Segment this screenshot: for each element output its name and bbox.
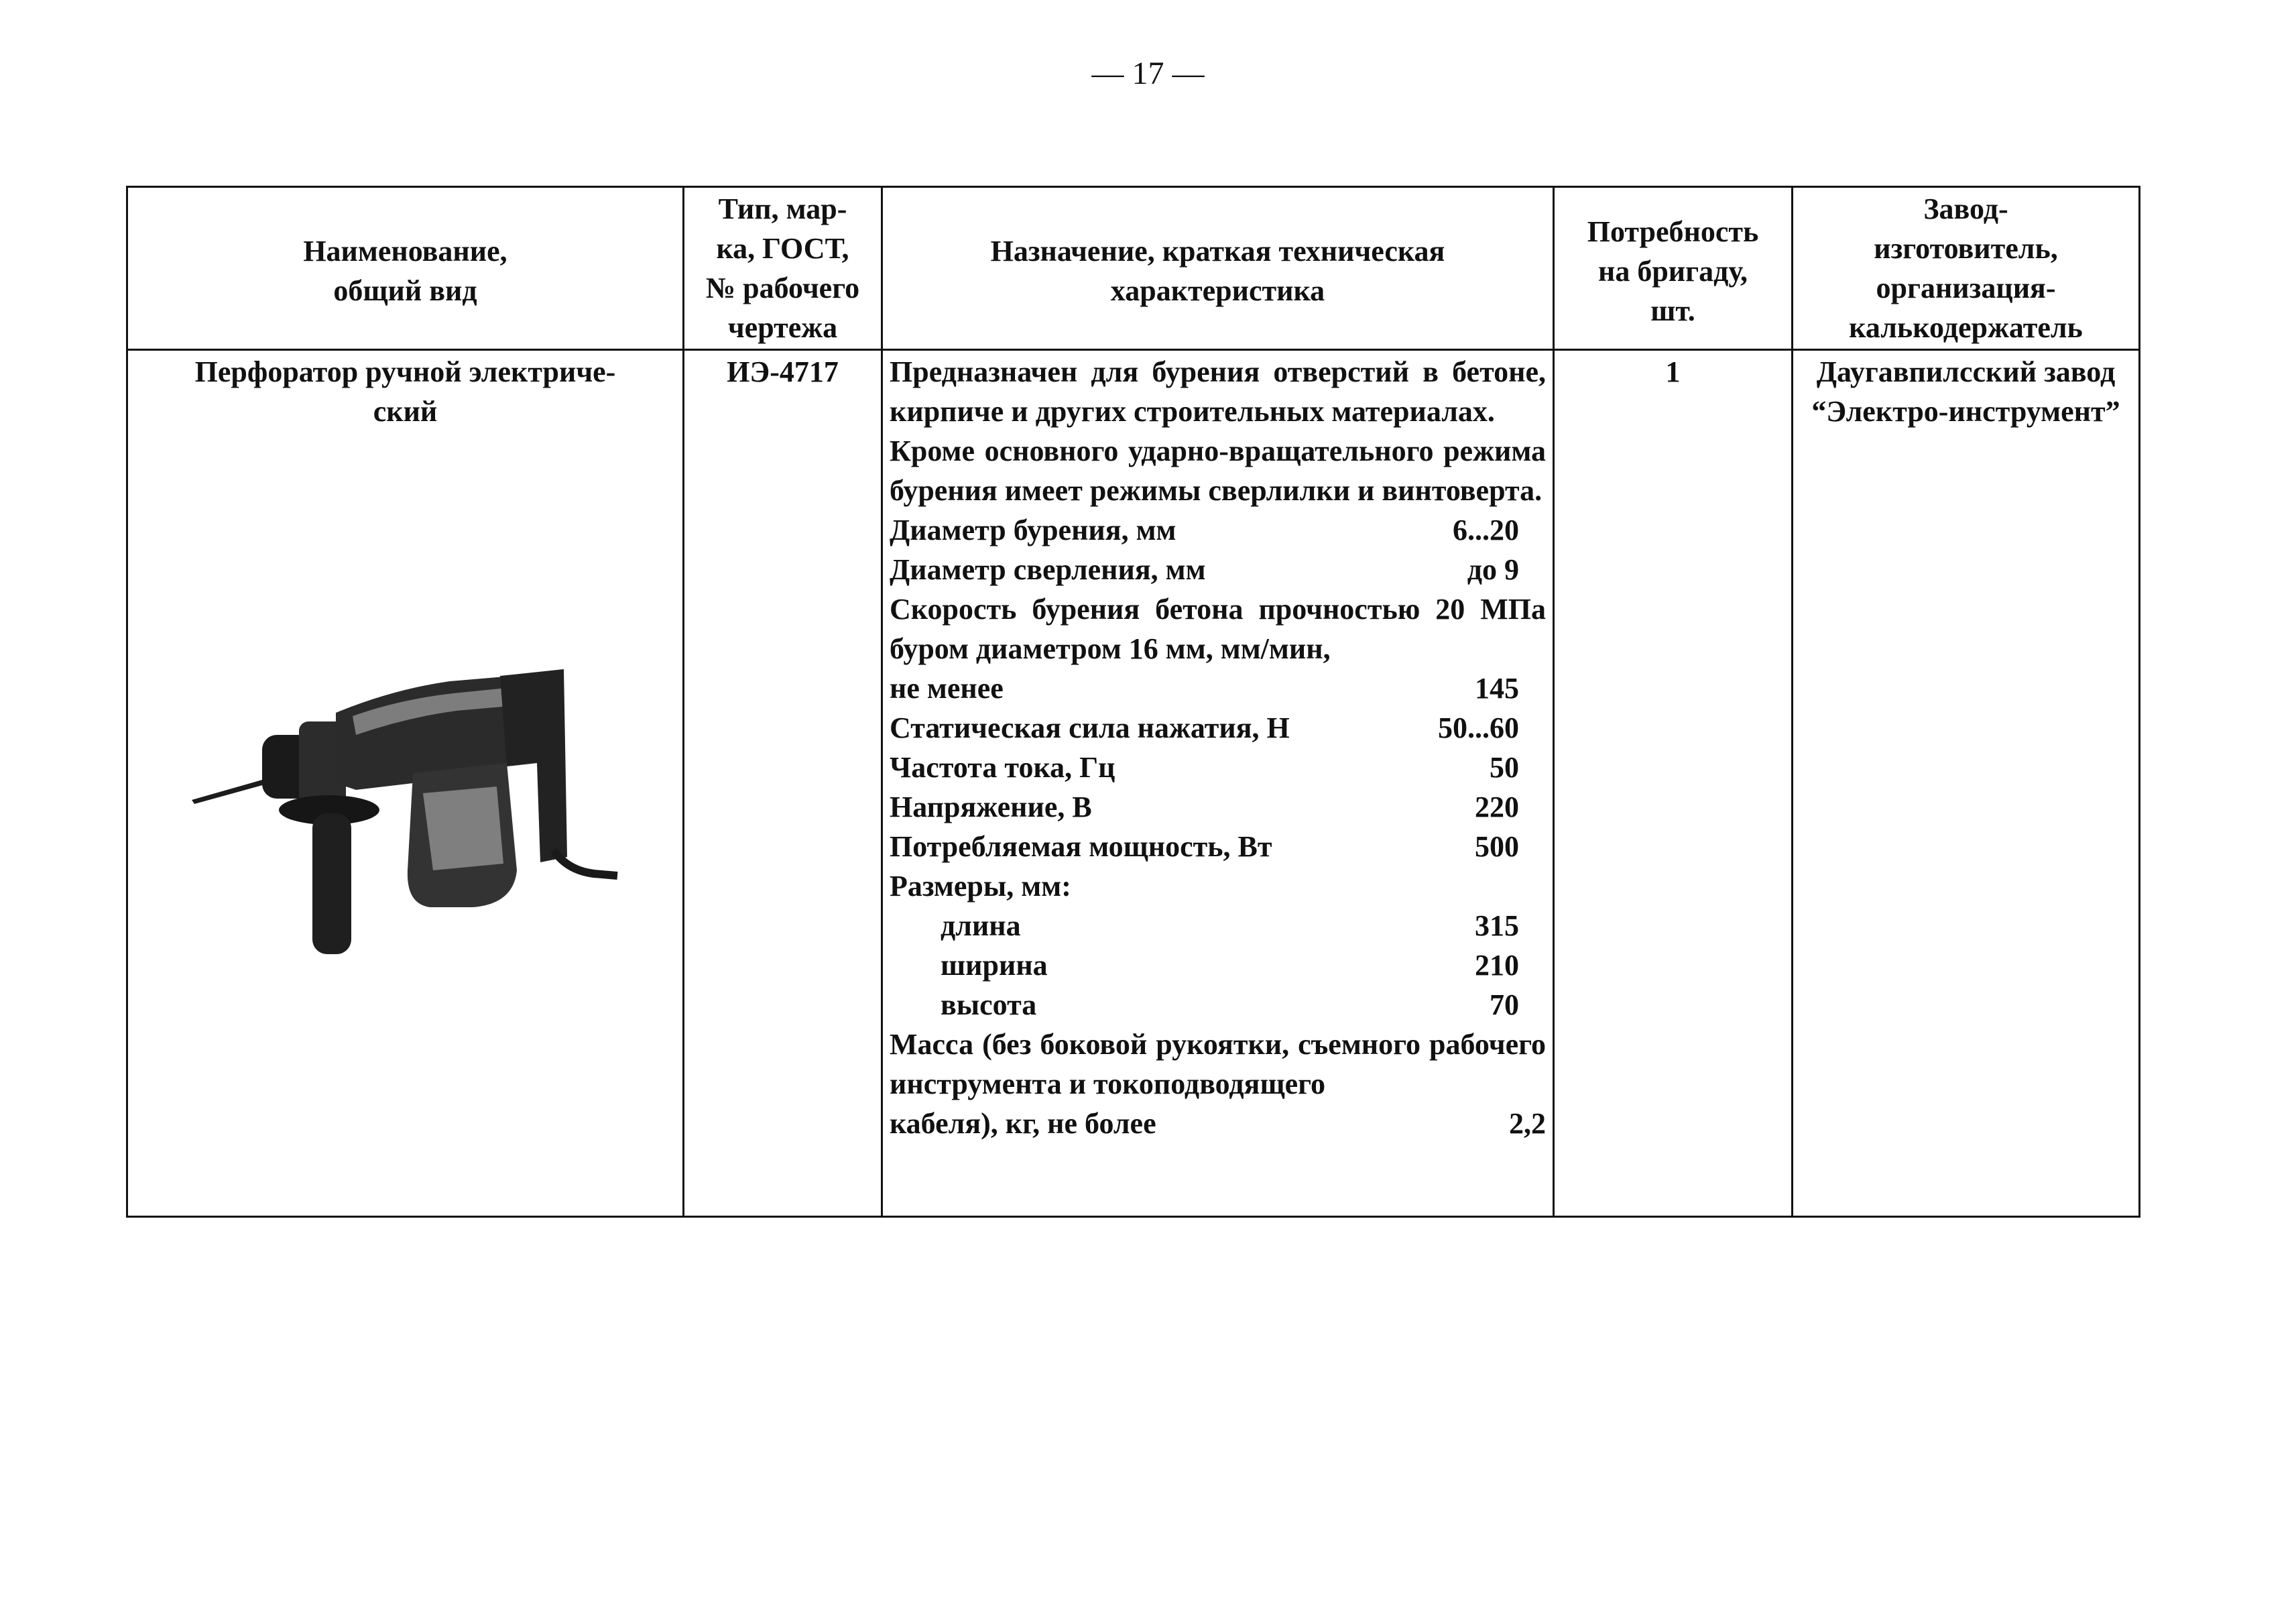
spec-value: 50 [1490,751,1519,784]
header-name-cell [127,187,684,350]
equipment-type: ИЭ-4717 [727,355,839,388]
spec-value: до 9 [1467,553,1519,586]
manufacturer: Даугавпилсский завод “Электро-инструмент” [1811,355,2120,428]
dims-title: Размеры, мм: [890,870,1071,903]
header-purpose-cell [882,187,1554,350]
rotary-hammer-drill-illustration [192,649,621,964]
header-maker-cell [1793,187,2140,350]
spec-label: Диаметр бурения, мм [890,514,1176,546]
spec-row [890,669,1546,708]
dim-row [890,945,1546,985]
spec-value: 145 [1475,672,1519,705]
dim-label: длина [941,909,1021,942]
header-type: Тип, мар- ка, ГОСТ, № рабочего чертежа [705,192,860,344]
table-row [127,350,2140,1217]
spec-label: не менее [890,672,1004,705]
need-cell [1554,350,1793,1217]
header-purpose: Назначение, краткая техническая характеристика [990,235,1445,307]
dim-value: 315 [1475,909,1519,942]
header-maker: Завод- изготовитель, организация- калькодержатель [1849,192,2083,344]
spec-label: Напряжение, В [890,791,1092,823]
page-number: — 17 — [1091,56,1205,91]
spec-row [890,827,1546,866]
dim-value: 70 [1490,988,1519,1021]
spec-row [890,1104,1546,1143]
equipment-name: Перфоратор ручной электриче- ский [194,355,616,428]
spec-row [890,550,1546,589]
spec-label: кабеля), кг, не более [890,1107,1156,1140]
spec-value: 2,2 [1509,1107,1546,1140]
spec-label: Статическая сила нажатия, Н [890,711,1290,744]
spec-value: 6...20 [1453,514,1519,546]
spec-value: 500 [1475,830,1519,863]
header-name: Наименование, общий вид [303,235,507,307]
rotary-hammer-drill-icon [192,649,621,964]
purpose-intro-1: Предназначен для бурения отверстий в бетоне, кирпиче и других строительных материалах. [890,355,1546,428]
spec-row [890,748,1546,787]
spec-row [890,510,1546,550]
dim-label: высота [941,988,1037,1021]
mass-text: Масса (без боковой рукоятки, съемного рабочего инструмента и токоподводящего [890,1028,1546,1100]
spec-row [890,708,1546,748]
table-header-row [127,187,2140,350]
header-need: Потребность на бригаду, шт. [1587,215,1759,327]
dim-value: 210 [1475,949,1519,982]
need-value: 1 [1665,355,1681,388]
dim-label: ширина [941,949,1048,982]
name-cell [127,350,684,1217]
maker-cell [1793,350,2140,1217]
header-type-cell [684,187,882,350]
spec-label: Частота тока, Гц [890,751,1115,784]
type-cell [684,350,882,1217]
dim-row [890,906,1546,945]
purpose-intro-2: Кроме основного ударно-вращательного режима бурения имеет режимы сверлилки и винтоверта. [890,434,1546,507]
purpose-cell [882,350,1554,1217]
equipment-table [126,186,2140,1218]
spec-value: 220 [1475,791,1519,823]
dim-row [890,985,1546,1025]
speed-text: Скорость бурения бетона прочностью 20 МПа буром диаметром 16 мм, мм/мин, [890,593,1546,665]
header-need-cell [1554,187,1793,350]
spec-row [890,787,1546,827]
spec-label: Потребляемая мощность, Вт [890,830,1272,863]
spec-label: Диаметр сверления, мм [890,553,1206,586]
spec-value: 50...60 [1438,711,1519,744]
